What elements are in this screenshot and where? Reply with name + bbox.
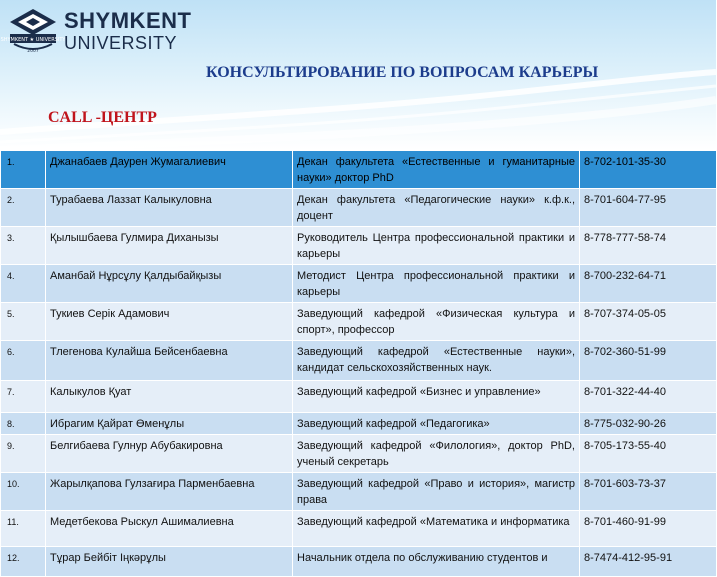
phone-number: 8-701-460-91-99 bbox=[580, 511, 717, 547]
table-row bbox=[1, 511, 717, 547]
table-row bbox=[1, 547, 717, 577]
person-position: Заведующий кафедрой «Бизнес и управление» bbox=[293, 381, 580, 413]
row-number: 1. bbox=[1, 151, 46, 189]
person-name: Аманбай Нұрсұлу Қалдыбайқызы bbox=[46, 265, 293, 303]
page-subtitle: CALL -ЦЕНТР bbox=[48, 109, 157, 126]
table-row bbox=[1, 413, 717, 435]
person-name: Джанабаев Даурен Жумагалиевич bbox=[46, 151, 293, 189]
table-row bbox=[1, 341, 717, 381]
table-row bbox=[1, 227, 717, 265]
phone-number: 8-7474-412-95-91 bbox=[580, 547, 717, 577]
person-name: Тукиев Серік Адамович bbox=[46, 303, 293, 341]
person-name: Жарылқапова Гулзағира Парменбаевна bbox=[46, 473, 293, 511]
university-logo bbox=[0, 8, 192, 54]
table-row bbox=[1, 381, 717, 413]
person-position: Руководитель Центра профессиональной практики и карьеры bbox=[293, 227, 580, 265]
contacts-table-body bbox=[1, 151, 717, 577]
svg-text:2007: 2007 bbox=[27, 49, 39, 54]
row-number: 7. bbox=[1, 381, 46, 413]
row-number: 10. bbox=[1, 473, 46, 511]
person-position: Декан факультета «Педагогические науки» к.ф.к., доцент bbox=[293, 189, 580, 227]
row-number: 4. bbox=[1, 265, 46, 303]
phone-number: 8-701-603-73-37 bbox=[580, 473, 717, 511]
table-row bbox=[1, 435, 717, 473]
row-number: 2. bbox=[1, 189, 46, 227]
person-name: Қылышбаева Гулмира Диханызы bbox=[46, 227, 293, 265]
person-name: Калыкулов Қуат bbox=[46, 381, 293, 413]
person-name: Белгибаева Гулнур Абубакировна bbox=[46, 435, 293, 473]
person-position: Заведующий кафедрой «Право и история», магистр права bbox=[293, 473, 580, 511]
phone-number: 8-701-604-77-95 bbox=[580, 189, 717, 227]
svg-text:SHYMKENT ★ UNIVERSITY: SHYMKENT ★ UNIVERSITY bbox=[0, 37, 66, 43]
table-row bbox=[1, 265, 717, 303]
row-number: 9. bbox=[1, 435, 46, 473]
row-number: 3. bbox=[1, 227, 46, 265]
row-number: 12. bbox=[1, 547, 46, 577]
table-row bbox=[1, 473, 717, 511]
page-title: КОНСУЛЬТИРОВАНИЕ ПО ВОПРОСАМ КАРЬЕРЫ bbox=[206, 64, 599, 81]
table-row bbox=[1, 189, 717, 227]
person-name: Ибрагим Қайрат Өменұлы bbox=[46, 413, 293, 435]
person-position: Начальник отдела по обслуживанию студентов и bbox=[293, 547, 580, 577]
phone-number: 8-700-232-64-71 bbox=[580, 265, 717, 303]
table-row bbox=[1, 303, 717, 341]
person-name: Турабаева Лаззат Калыкуловна bbox=[46, 189, 293, 227]
person-name: Тлегенова Кулайша Бейсенбаевна bbox=[46, 341, 293, 381]
person-position: Заведующий кафедрой «Филология», доктор PhD, ученый секретарь bbox=[293, 435, 580, 473]
contacts-table bbox=[0, 150, 717, 577]
person-name: Медетбекова Рыскул Ашималиевна bbox=[46, 511, 293, 547]
row-number: 11. bbox=[1, 511, 46, 547]
phone-number: 8-702-101-35-30 bbox=[580, 151, 717, 189]
person-position: Методист Центра профессиональной практики и карьеры bbox=[293, 265, 580, 303]
university-emblem-icon bbox=[0, 8, 66, 54]
person-position: Декан факультета «Естественные и гуманитарные науки» доктор PhD bbox=[293, 151, 580, 189]
row-number: 5. bbox=[1, 303, 46, 341]
logo-line-2: UNIVERSITY bbox=[64, 33, 178, 53]
phone-number: 8-702-360-51-99 bbox=[580, 341, 717, 381]
person-position: Заведующий кафедрой «Естественные науки», кандидат сельскохозяйственных наук. bbox=[293, 341, 580, 381]
phone-number: 8-707-374-05-05 bbox=[580, 303, 717, 341]
table-row bbox=[1, 151, 717, 189]
person-name: Тұрар Бейбіт Іңкәрұлы bbox=[46, 547, 293, 577]
row-number: 6. bbox=[1, 341, 46, 381]
person-position: Заведующий кафедрой «Педагогика» bbox=[293, 413, 580, 435]
person-position: Заведующий кафедрой «Физическая культура и спорт», профессор bbox=[293, 303, 580, 341]
person-position: Заведующий кафедрой «Математика и информатика bbox=[293, 511, 580, 547]
row-number: 8. bbox=[1, 413, 46, 435]
phone-number: 8-705-173-55-40 bbox=[580, 435, 717, 473]
phone-number: 8-701-322-44-40 bbox=[580, 381, 717, 413]
logo-line-1: SHYMKENT bbox=[64, 8, 192, 33]
phone-number: 8-778-777-58-74 bbox=[580, 227, 717, 265]
phone-number: 8-775-032-90-26 bbox=[580, 413, 717, 435]
